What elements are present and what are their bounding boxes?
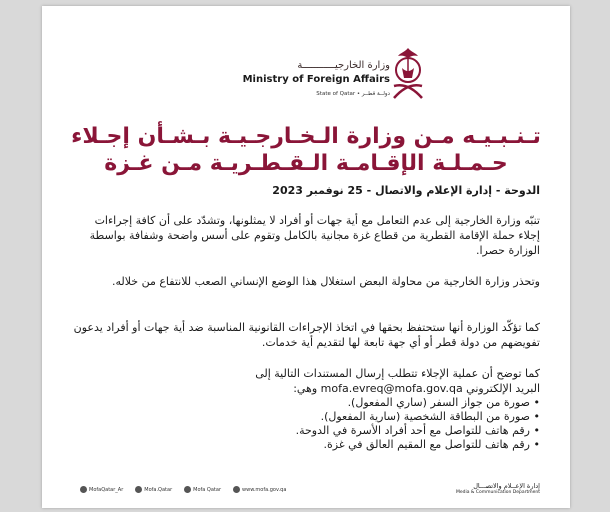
list-item: • رقم هاتف للتواصل مع أحد أفراد الأسرة في الدوحة. [70, 424, 540, 438]
social-website [233, 486, 286, 493]
ministry-name-en: Ministry of Foreign Affairs [242, 74, 390, 85]
paragraph-4-intro: كما توضح أن عملية الإجلاء تتطلب إرسال المستندات التالية إلى [255, 367, 540, 380]
x-icon [80, 486, 87, 493]
social-x [80, 486, 123, 493]
requirements-list [70, 396, 540, 452]
department-block [456, 482, 540, 495]
list-item: • رقم هاتف للتواصل مع المقيم العالق في غزة. [70, 438, 540, 452]
paragraph-2: وتحذر وزارة الخارجية من محاولة البعض استغلال هذا الوضع الإنساني الصعب للانتفاع من خلاله. [111, 275, 540, 288]
social-label: Mofa.Qatar [144, 486, 173, 493]
social-label: Mofa Qatar [193, 486, 222, 493]
paragraph-1: تنبّه وزارة الخارجية إلى عدم التعامل مع أية جهات أو أفراد لا يمثلونها، وتشدّد على أن كافة إجراءات إجلاء حملة الإقامة القطرية من قطاع غزة مجانية بالكامل وتقوم على أسس واضحة وشفافة بواسطة الوزارة حصرا. [89, 214, 540, 257]
social-links [80, 486, 286, 493]
list-item: • صورة من البطاقة الشخصية (سارية المفعول). [70, 410, 540, 424]
department-name-ar: إدارة الإعــلام والاتصـــال [473, 482, 540, 490]
ministry-logo [238, 46, 438, 106]
youtube-icon [184, 486, 191, 493]
footer [42, 482, 570, 502]
dateline: الدوحة - إدارة الإعلام والاتصال - 25 نوفمبر 2023 [272, 184, 540, 197]
paragraph-3: كما تؤكّد الوزارة أنها ستحتفظ بحقها في اتخاذ الإجراءات القانونية المناسبة ضد أية جهات أو أفراد يدعون تفويضهم من دولة قطر أو أي جهة تابعة لها لتقديم أية خدمات. [73, 321, 540, 349]
document-page [42, 6, 570, 508]
list-item: • صورة من جواز السفر (ساري المفعول). [70, 396, 540, 410]
social-label: www.mofa.gov.qa [242, 486, 287, 493]
social-instagram [135, 486, 172, 493]
department-name-en: Media & Communication Department [455, 490, 540, 495]
notice-title-line-2: حـمـلـة الإقـامـة الـقـطـريـة مـن غـزة [104, 151, 508, 176]
notice-title-line-1: تـنـبـيـه مـن وزارة الـخـارجـيـة بـشـأن إجـلاء [71, 124, 541, 149]
globe-icon [233, 486, 240, 493]
paragraph-4 [70, 366, 540, 452]
state-label: State of Qatar • دولــة قطــر [316, 91, 390, 97]
paragraph-4-email: البريد الإلكتروني mofa.evreq@mofa.gov.qa وهي: [293, 382, 540, 395]
qatar-emblem-icon [388, 46, 428, 102]
ministry-name-ar: وزارة الخارجيـــــــــــة [297, 60, 390, 71]
social-label: MofaQatar_Ar [89, 486, 124, 493]
instagram-icon [135, 486, 142, 493]
social-youtube [184, 486, 221, 493]
